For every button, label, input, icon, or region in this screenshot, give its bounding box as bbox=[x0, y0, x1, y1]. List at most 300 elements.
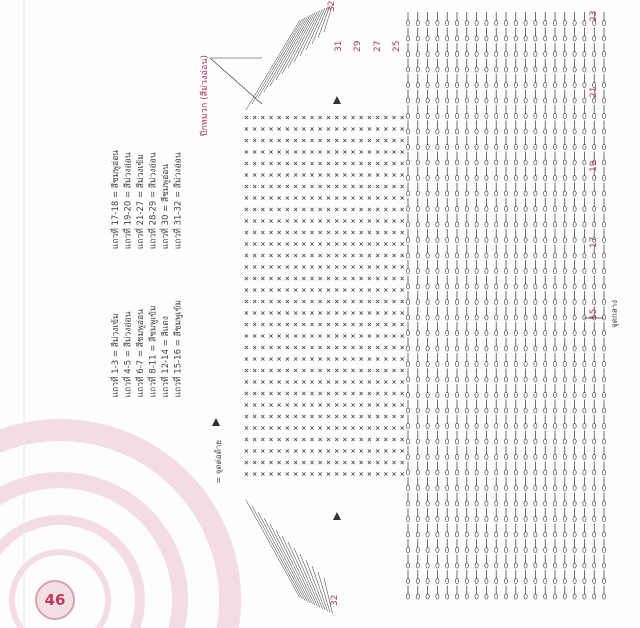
stitch-x: × bbox=[350, 354, 356, 364]
stitch-x: × bbox=[334, 216, 340, 226]
stitch-oval bbox=[475, 284, 478, 289]
stitch-oval bbox=[544, 191, 547, 196]
stitch-oval bbox=[573, 563, 576, 568]
stitch-x: × bbox=[399, 239, 405, 249]
stitch-oval bbox=[583, 423, 586, 428]
stitch-oval bbox=[406, 222, 409, 227]
stitch-oval bbox=[514, 253, 517, 258]
stitch-oval bbox=[416, 470, 419, 475]
stitch-oval bbox=[504, 82, 507, 87]
stitch-x: × bbox=[260, 423, 266, 433]
stitch-x: × bbox=[358, 228, 364, 237]
join-symbol-note: = จุดต่อด้าย bbox=[214, 440, 223, 484]
stitch-oval bbox=[465, 563, 468, 568]
stitch-oval bbox=[475, 36, 478, 41]
stitch-x: × bbox=[285, 228, 290, 237]
stitch-oval bbox=[593, 485, 596, 490]
stitch-x: × bbox=[260, 182, 266, 191]
stitch-oval bbox=[514, 578, 517, 583]
stitch-x: × bbox=[268, 469, 274, 479]
stitch-x: × bbox=[293, 124, 299, 134]
stitch-oval bbox=[602, 439, 605, 444]
stitch-x: × bbox=[326, 182, 331, 191]
stitch-oval bbox=[583, 98, 586, 103]
stitch-oval bbox=[544, 408, 547, 413]
stitch-oval bbox=[426, 113, 429, 118]
stitch-oval bbox=[544, 423, 547, 428]
stitch-x: × bbox=[309, 193, 315, 203]
stitch-oval bbox=[465, 36, 468, 41]
stitch-oval bbox=[475, 361, 478, 366]
stitch-oval bbox=[446, 532, 449, 537]
stitch-x: × bbox=[375, 389, 381, 398]
stitch-x: × bbox=[260, 274, 266, 283]
stitch-oval bbox=[406, 594, 409, 599]
stitch-x: × bbox=[334, 159, 340, 168]
stitch-x: × bbox=[317, 216, 323, 226]
stitch-x: × bbox=[268, 446, 274, 456]
stitch-x: × bbox=[334, 262, 340, 272]
stitch-x: × bbox=[293, 136, 299, 145]
stitch-x: × bbox=[334, 170, 340, 180]
stitch-x: × bbox=[350, 159, 356, 168]
stitch-oval bbox=[553, 563, 556, 568]
stitch-x: × bbox=[358, 389, 364, 398]
stitch-oval bbox=[475, 67, 478, 72]
stitch-oval bbox=[573, 113, 576, 118]
stitch-x: × bbox=[342, 193, 348, 203]
stitch-oval bbox=[524, 516, 527, 521]
stitch-oval bbox=[455, 20, 458, 25]
stitch-oval bbox=[475, 532, 478, 537]
stitch-x: × bbox=[350, 228, 356, 237]
stitch-oval bbox=[514, 346, 517, 351]
stitch-oval bbox=[593, 377, 596, 382]
stitch-x: × bbox=[334, 423, 340, 433]
stitch-oval bbox=[534, 392, 537, 397]
stitch-x: × bbox=[293, 228, 299, 237]
stitch-oval bbox=[495, 82, 498, 87]
stitch-oval bbox=[485, 237, 488, 242]
stitch-oval bbox=[514, 98, 517, 103]
stitch-oval bbox=[602, 408, 605, 413]
stitch-oval bbox=[514, 377, 517, 382]
stitch-oval bbox=[514, 439, 517, 444]
stitch-oval bbox=[544, 82, 547, 87]
stitch-oval bbox=[475, 20, 478, 25]
stitch-oval bbox=[465, 315, 468, 320]
stitch-x: × bbox=[309, 366, 315, 375]
stitch-x: × bbox=[317, 124, 323, 134]
stitch-x: × bbox=[276, 320, 282, 329]
stitch-oval bbox=[593, 501, 596, 506]
stitch-x: × bbox=[375, 435, 381, 444]
stitch-x: × bbox=[383, 446, 389, 456]
stitch-x: × bbox=[276, 113, 282, 122]
stitch-x: × bbox=[268, 228, 274, 237]
stitch-x: × bbox=[244, 446, 249, 456]
stitch-oval bbox=[485, 315, 488, 320]
stitch-x: × bbox=[293, 251, 299, 260]
stitch-oval bbox=[485, 485, 488, 490]
stitch-x: × bbox=[358, 400, 364, 410]
stitch-x: × bbox=[244, 435, 249, 444]
stitch-oval bbox=[485, 144, 488, 149]
stitch-x: × bbox=[276, 205, 282, 214]
stitch-oval bbox=[406, 299, 409, 304]
stitch-x: × bbox=[367, 147, 372, 157]
stitch-oval bbox=[406, 82, 409, 87]
stitch-oval bbox=[593, 191, 596, 196]
stitch-oval bbox=[544, 51, 547, 56]
stitch-oval bbox=[426, 299, 429, 304]
brim-label: ปีกหมวก (สีม่วงอ่อน) bbox=[200, 55, 210, 137]
stitch-x: × bbox=[350, 205, 356, 214]
stitch-x: × bbox=[252, 285, 258, 295]
stitch-oval bbox=[436, 563, 439, 568]
stitch-x: × bbox=[391, 239, 397, 249]
stitch-x: × bbox=[260, 331, 266, 341]
stitch-oval bbox=[475, 470, 478, 475]
stitch-oval bbox=[593, 144, 596, 149]
stitch-x: × bbox=[334, 308, 340, 318]
stitch-oval bbox=[544, 330, 547, 335]
stitch-x: × bbox=[334, 113, 340, 122]
stitch-x: × bbox=[276, 458, 282, 467]
stitch-oval bbox=[465, 82, 468, 87]
stitch-x: × bbox=[342, 239, 348, 249]
stitch-x: × bbox=[244, 182, 249, 191]
stitch-x: × bbox=[293, 262, 299, 272]
stitch-x: × bbox=[285, 423, 290, 433]
stitch-oval bbox=[563, 594, 566, 599]
stitch-x: × bbox=[260, 400, 266, 410]
stitch-oval bbox=[553, 268, 556, 273]
stitch-oval bbox=[602, 237, 605, 242]
stitch-oval bbox=[573, 129, 576, 134]
stitch-x: × bbox=[293, 469, 299, 479]
stitch-x: × bbox=[309, 147, 315, 157]
stitch-x: × bbox=[252, 423, 258, 433]
stitch-oval bbox=[534, 160, 537, 165]
stitch-x: × bbox=[350, 469, 356, 479]
stitch-x: × bbox=[391, 228, 397, 237]
stitch-oval bbox=[485, 222, 488, 227]
stitch-x: × bbox=[293, 308, 299, 318]
stitch-oval bbox=[465, 160, 468, 165]
stitch-oval bbox=[475, 330, 478, 335]
stitch-oval bbox=[504, 408, 507, 413]
stitch-x: × bbox=[367, 239, 372, 249]
stitch-x: × bbox=[334, 400, 340, 410]
stitch-oval bbox=[475, 439, 478, 444]
stitch-oval bbox=[416, 485, 419, 490]
stitch-oval bbox=[446, 594, 449, 599]
stitch-x: × bbox=[383, 239, 389, 249]
stitch-x: × bbox=[350, 389, 356, 398]
stitch-x: × bbox=[285, 182, 290, 191]
brim-stitch-line bbox=[288, 12, 318, 68]
stitch-x: × bbox=[326, 285, 331, 295]
stitch-x: × bbox=[375, 285, 381, 295]
stitch-x: × bbox=[342, 124, 348, 134]
stitch-x: × bbox=[375, 251, 381, 260]
stitch-x: × bbox=[367, 354, 372, 364]
stitch-oval bbox=[416, 160, 419, 165]
stitch-x: × bbox=[309, 216, 315, 226]
stitch-x: × bbox=[285, 170, 290, 180]
stitch-x: × bbox=[293, 159, 299, 168]
stitch-oval bbox=[583, 361, 586, 366]
stitch-x: × bbox=[276, 147, 282, 157]
stitch-x: × bbox=[301, 159, 307, 168]
stitch-x: × bbox=[326, 205, 331, 214]
stitch-x: × bbox=[252, 193, 258, 203]
stitch-x: × bbox=[252, 136, 258, 145]
stitch-x: × bbox=[383, 193, 389, 203]
stitch-x: × bbox=[317, 320, 323, 329]
stitch-oval bbox=[534, 408, 537, 413]
stitch-oval bbox=[416, 361, 419, 366]
stitch-oval bbox=[446, 361, 449, 366]
stitch-oval bbox=[504, 67, 507, 72]
stitch-oval bbox=[514, 516, 517, 521]
stitch-x: × bbox=[252, 113, 258, 122]
stitch-x: × bbox=[276, 354, 282, 364]
stitch-x: × bbox=[342, 412, 348, 421]
stitch-oval bbox=[495, 284, 498, 289]
stitch-oval bbox=[426, 284, 429, 289]
stitch-oval bbox=[475, 408, 478, 413]
stitch-x: × bbox=[375, 262, 381, 272]
stitch-oval bbox=[495, 20, 498, 25]
stitch-oval bbox=[524, 98, 527, 103]
stitch-oval bbox=[406, 485, 409, 490]
stitch-x: × bbox=[309, 239, 315, 249]
stitch-oval bbox=[485, 532, 488, 537]
stitch-x: × bbox=[334, 124, 340, 134]
stitch-oval bbox=[524, 547, 527, 552]
stitch-oval bbox=[455, 129, 458, 134]
stitch-x: × bbox=[342, 320, 348, 329]
stitch-x: × bbox=[252, 366, 258, 375]
stitch-oval bbox=[406, 346, 409, 351]
brim-stitch-line bbox=[258, 512, 305, 600]
stitch-oval bbox=[455, 330, 458, 335]
stitch-oval bbox=[573, 98, 576, 103]
stitch-x: × bbox=[358, 147, 364, 157]
stitch-oval bbox=[504, 578, 507, 583]
stitch-x: × bbox=[285, 124, 290, 134]
stitch-x: × bbox=[309, 262, 315, 272]
stitch-oval bbox=[406, 330, 409, 335]
stitch-x: × bbox=[293, 193, 299, 203]
stitch-x: × bbox=[244, 389, 249, 398]
stitch-x: × bbox=[276, 216, 282, 226]
stitch-oval bbox=[563, 191, 566, 196]
stitch-x: × bbox=[358, 216, 364, 226]
stitch-x: × bbox=[244, 159, 249, 168]
stitch-oval bbox=[504, 222, 507, 227]
stitch-x: × bbox=[260, 389, 266, 398]
pointer-line bbox=[210, 58, 262, 104]
stitch-oval bbox=[426, 547, 429, 552]
stitch-x: × bbox=[383, 274, 389, 283]
stitch-x: × bbox=[399, 262, 405, 272]
stitch-oval bbox=[495, 67, 498, 72]
stitch-x: × bbox=[367, 136, 372, 145]
stitch-x: × bbox=[276, 389, 282, 398]
stitch-x: × bbox=[317, 389, 323, 398]
stitch-oval bbox=[426, 253, 429, 258]
stitch-oval bbox=[563, 175, 566, 180]
stitch-oval bbox=[436, 20, 439, 25]
stitch-x: × bbox=[285, 297, 290, 306]
stitch-x: × bbox=[367, 331, 372, 341]
stitch-x: × bbox=[301, 182, 307, 191]
stitch-oval bbox=[426, 330, 429, 335]
stitch-oval bbox=[514, 330, 517, 335]
stitch-oval bbox=[544, 501, 547, 506]
stitch-oval bbox=[455, 392, 458, 397]
stitch-oval bbox=[426, 578, 429, 583]
stitch-oval bbox=[485, 578, 488, 583]
stitch-x: × bbox=[317, 423, 323, 433]
stitch-oval bbox=[524, 160, 527, 165]
stitch-oval bbox=[593, 423, 596, 428]
stitch-oval bbox=[544, 547, 547, 552]
stitch-oval bbox=[485, 377, 488, 382]
stitch-oval bbox=[455, 516, 458, 521]
stitch-x: × bbox=[399, 113, 405, 122]
stitch-oval bbox=[534, 423, 537, 428]
stitch-oval bbox=[544, 392, 547, 397]
stitch-oval bbox=[455, 346, 458, 351]
stitch-oval bbox=[563, 392, 566, 397]
stitch-x: × bbox=[367, 193, 372, 203]
stitch-x: × bbox=[342, 389, 348, 398]
stitch-oval bbox=[544, 377, 547, 382]
stitch-x: × bbox=[317, 343, 323, 352]
stitch-oval bbox=[416, 315, 419, 320]
stitch-oval bbox=[416, 516, 419, 521]
stitch-x: × bbox=[268, 320, 274, 329]
stitch-x: × bbox=[268, 124, 274, 134]
stitch-oval bbox=[504, 392, 507, 397]
stitch-x: × bbox=[358, 113, 364, 122]
stitch-oval bbox=[504, 113, 507, 118]
stitch-oval bbox=[553, 82, 556, 87]
stitch-oval bbox=[563, 67, 566, 72]
stitch-oval bbox=[534, 144, 537, 149]
stitch-x: × bbox=[244, 205, 249, 214]
stitch-x: × bbox=[252, 170, 258, 180]
stitch-oval bbox=[583, 113, 586, 118]
stitch-oval bbox=[602, 501, 605, 506]
stitch-oval bbox=[593, 299, 596, 304]
stitch-x: × bbox=[309, 182, 315, 191]
stitch-oval bbox=[534, 377, 537, 382]
stitch-oval bbox=[436, 501, 439, 506]
stitch-x: × bbox=[276, 377, 282, 387]
stitch-oval bbox=[485, 175, 488, 180]
stitch-oval bbox=[436, 578, 439, 583]
legend-line: แถวที่ 28-29 = สีม่วงอ่อน bbox=[148, 152, 159, 250]
stitch-oval bbox=[465, 485, 468, 490]
stitch-oval bbox=[455, 67, 458, 72]
stitch-oval bbox=[534, 547, 537, 552]
stitch-oval bbox=[602, 392, 605, 397]
stitch-x: × bbox=[285, 147, 290, 157]
brim-stitch-line bbox=[282, 13, 315, 74]
stitch-x: × bbox=[301, 446, 307, 456]
stitch-oval bbox=[534, 563, 537, 568]
stitch-oval bbox=[416, 532, 419, 537]
stitch-oval bbox=[553, 160, 556, 165]
stitch-oval bbox=[465, 129, 468, 134]
stitch-oval bbox=[573, 82, 576, 87]
stitch-x: × bbox=[268, 113, 274, 122]
stitch-oval bbox=[436, 361, 439, 366]
stitch-x: × bbox=[358, 412, 364, 421]
stitch-oval bbox=[426, 408, 429, 413]
stitch-x: × bbox=[326, 377, 331, 387]
stitch-x: × bbox=[399, 446, 405, 456]
stitch-x: × bbox=[293, 285, 299, 295]
stitch-x: × bbox=[375, 182, 381, 191]
stitch-oval bbox=[573, 20, 576, 25]
stitch-x: × bbox=[244, 228, 249, 237]
stitch-oval bbox=[514, 51, 517, 56]
stitch-x: × bbox=[317, 193, 323, 203]
stitch-x: × bbox=[317, 147, 323, 157]
stitch-oval bbox=[593, 470, 596, 475]
stitch-oval bbox=[563, 253, 566, 258]
stitch-x: × bbox=[317, 377, 323, 387]
stitch-oval bbox=[465, 470, 468, 475]
stitch-x: × bbox=[252, 274, 258, 283]
brim-stitch-line bbox=[252, 506, 303, 599]
stitch-x: × bbox=[342, 182, 348, 191]
stitch-x: × bbox=[367, 182, 372, 191]
stitch-oval bbox=[406, 408, 409, 413]
stitch-x: × bbox=[399, 308, 405, 318]
stitch-oval bbox=[406, 532, 409, 537]
stitch-x: × bbox=[309, 251, 315, 260]
stitch-x: × bbox=[350, 239, 356, 249]
stitch-x: × bbox=[399, 147, 405, 157]
stitch-x: × bbox=[285, 377, 290, 387]
stitch-x: × bbox=[350, 147, 356, 157]
stitch-oval bbox=[602, 594, 605, 599]
stitch-x: × bbox=[309, 377, 315, 387]
stitch-x: × bbox=[268, 170, 274, 180]
stitch-x: × bbox=[252, 297, 258, 306]
stitch-oval bbox=[583, 578, 586, 583]
stitch-x: × bbox=[326, 469, 331, 479]
stitch-oval bbox=[544, 36, 547, 41]
stitch-x: × bbox=[268, 354, 274, 364]
stitch-x: × bbox=[309, 423, 315, 433]
stitch-x: × bbox=[358, 239, 364, 249]
stitch-x: × bbox=[252, 216, 258, 226]
stitch-oval bbox=[553, 423, 556, 428]
stitch-oval bbox=[544, 222, 547, 227]
stitch-oval bbox=[446, 191, 449, 196]
stitch-oval bbox=[514, 191, 517, 196]
stitch-x: × bbox=[260, 308, 266, 318]
stitch-x: × bbox=[399, 435, 405, 444]
